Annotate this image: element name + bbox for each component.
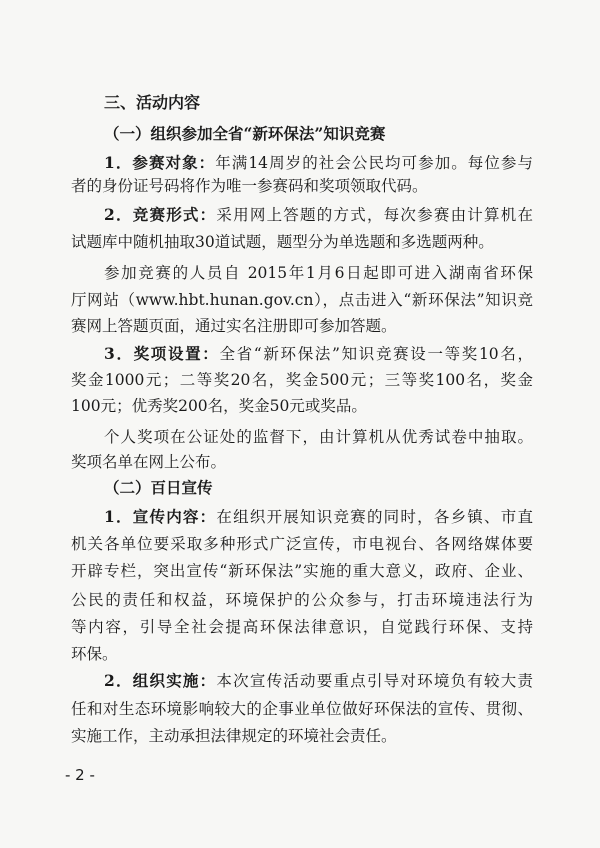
paragraph-line: 任和对生态环境影响较大的企事业单位做好环保法的宣传、贯彻、 xyxy=(71,700,533,718)
paragraph-line: 奖金1000元；二等奖20名，奖金500元；三等奖100名，奖金 xyxy=(71,371,533,389)
item-label: 2．竞赛形式： xyxy=(104,205,217,224)
subsection-title-contest: （一）组织参加全省“新环保法”知识竞赛 xyxy=(104,124,386,143)
section-title: 三、活动内容 xyxy=(104,93,201,112)
item-text: 采用网上答题的方式，每次参赛由计算机在 xyxy=(216,206,533,224)
paragraph-line: 开辟专栏，突出宣传“新环保法”实施的重大意义，政府、企业、 xyxy=(71,562,533,580)
paragraph-line: 等内容，引导全社会提高环保法律意识，自觉践行环保、支持 xyxy=(71,618,533,636)
item-text: 年满14周岁的社会公民均可参加。每位参与 xyxy=(215,154,533,172)
item-label: 1．宣传内容： xyxy=(104,507,217,526)
paragraph-line: 赛网上答题页面，通过实名注册即可参加答题。 xyxy=(71,317,397,335)
item-implementation xyxy=(104,671,533,691)
item-text: 在组织开展知识竞赛的同时，各乡镇、市直 xyxy=(216,508,533,526)
paragraph-line: 实施工作，主动承担法律规定的环境社会责任。 xyxy=(71,727,397,745)
item-participants xyxy=(104,153,533,173)
item-text: 全省“新环保法”知识竞赛设一等奖10名， xyxy=(219,345,533,363)
paragraph-line: 奖项名单在网上公布。 xyxy=(71,453,227,471)
paragraph-line: 机关各单位要采取多种形式广泛宣传，市电视台、各网络媒体要 xyxy=(71,535,533,553)
paragraph-line: 100元；优秀奖200名，奖金50元或奖品。 xyxy=(71,397,367,415)
item-label: 3．奖项设置： xyxy=(104,344,220,363)
item-publicity-content xyxy=(104,507,533,527)
item-text: 本次宣传活动要重点引导对环境负有较大责 xyxy=(216,672,533,690)
paragraph-line: 厅网站（www.hbt.hunan.gov.cn），点击进入“新环保法”知识竞 xyxy=(71,291,533,309)
paragraph-line: 参加竞赛的人员自 2015年1月6日起即可进入湖南省环保 xyxy=(104,264,533,282)
item-label: 1．参赛对象： xyxy=(104,153,216,172)
item-label: 2．组织实施： xyxy=(104,671,217,690)
paragraph-line: 公民的责任和权益，环境保护的公众参与，打击环境违法行为 xyxy=(71,591,533,609)
paragraph-line: 环保。 xyxy=(71,645,118,663)
item-awards xyxy=(104,344,533,364)
paragraph-line: 试题库中随机抽取30道试题，题型分为单选题和多选题两种。 xyxy=(71,233,494,251)
paragraph-line: 者的身份证号码将作为唯一参赛码和奖项领取代码。 xyxy=(71,177,428,195)
subsection-title-publicity: （二）百日宣传 xyxy=(104,478,213,497)
item-format xyxy=(104,205,533,225)
page-number: - 2 - xyxy=(65,766,95,784)
paragraph-line: 个人奖项在公证处的监督下，由计算机从优秀试卷中抽取。 xyxy=(104,428,533,446)
